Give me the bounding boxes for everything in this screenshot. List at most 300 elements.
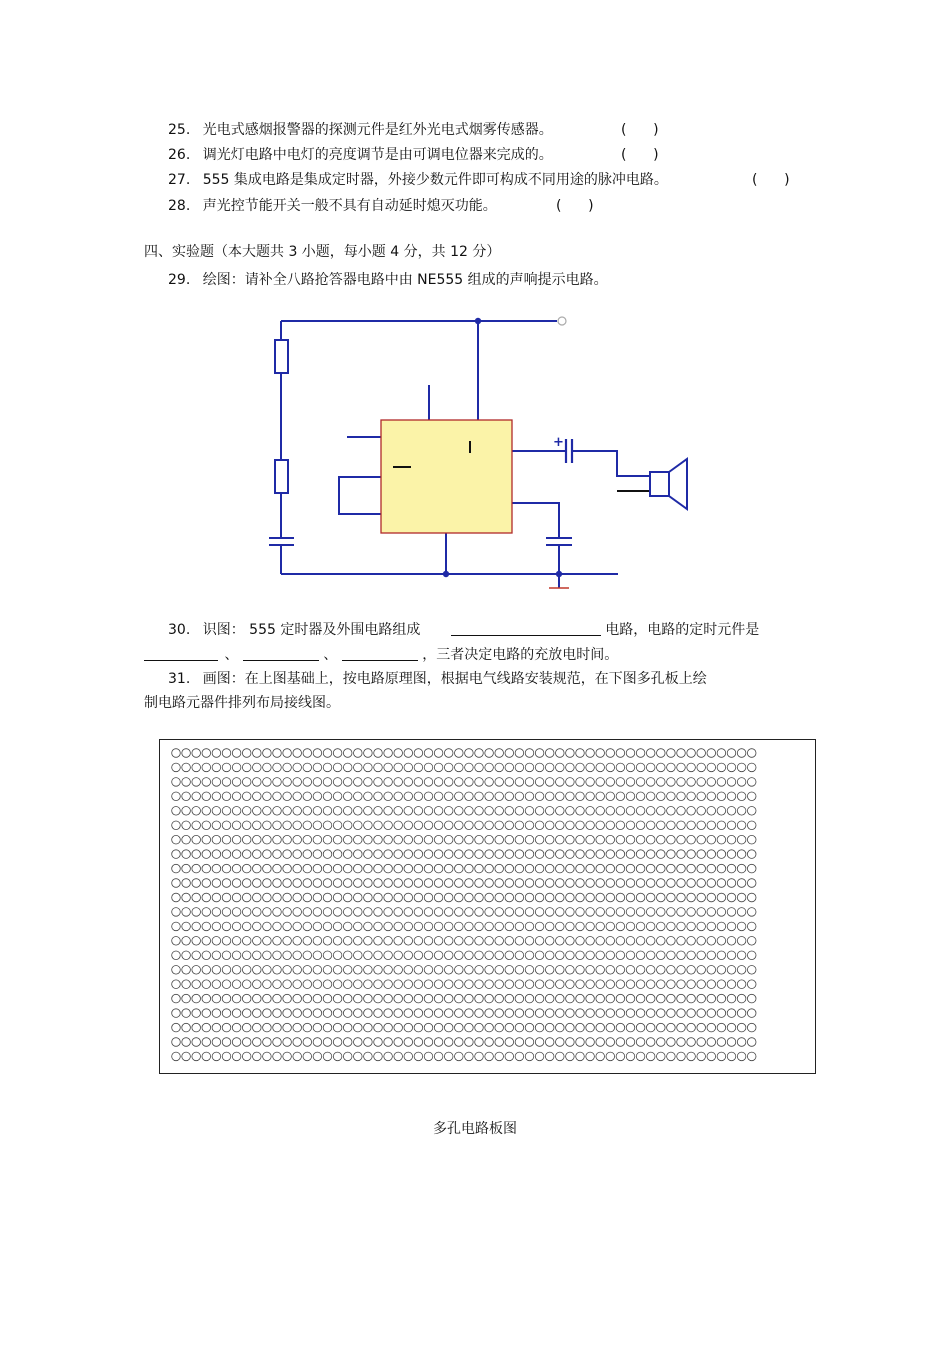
- perfboard-hole: [283, 922, 292, 931]
- perfboard-hole: [525, 807, 534, 816]
- perfboard-hole: [343, 893, 352, 902]
- perfboard-hole: [626, 864, 635, 873]
- perfboard-hole: [444, 879, 453, 888]
- perfboard-hole: [182, 966, 191, 975]
- perfboard-hole: [242, 1009, 251, 1018]
- perfboard-hole: [242, 1038, 251, 1047]
- perfboard-hole: [747, 749, 756, 758]
- perfboard-hole: [384, 807, 393, 816]
- perfboard-hole: [323, 763, 332, 772]
- perfboard-hole: [606, 1023, 615, 1032]
- perfboard-hole: [657, 879, 666, 888]
- perfboard-hole: [727, 835, 736, 844]
- perfboard-hole: [556, 893, 565, 902]
- perfboard-hole: [333, 864, 342, 873]
- perfboard-hole: [747, 908, 756, 917]
- perfboard-hole: [515, 792, 524, 801]
- perfboard-hole: [424, 893, 433, 902]
- perfboard-hole: [667, 763, 676, 772]
- perfboard-hole: [384, 792, 393, 801]
- perfboard-hole: [192, 951, 201, 960]
- perfboard-hole: [576, 908, 585, 917]
- perfboard-hole: [747, 1023, 756, 1032]
- perfboard-hole: [576, 1052, 585, 1061]
- control-wire: [512, 503, 559, 538]
- perfboard-hole: [283, 1038, 292, 1047]
- perfboard-hole: [404, 1038, 413, 1047]
- perfboard-hole: [465, 922, 474, 931]
- perfboard-hole: [273, 850, 282, 859]
- perfboard-hole: [646, 835, 655, 844]
- perfboard-hole: [172, 778, 181, 787]
- perfboard-hole: [747, 893, 756, 902]
- perfboard-hole: [333, 922, 342, 931]
- perfboard-hole: [707, 778, 716, 787]
- perfboard-hole: [202, 850, 211, 859]
- perfboard-hole: [434, 807, 443, 816]
- perfboard-hole: [343, 879, 352, 888]
- perfboard-hole: [192, 1009, 201, 1018]
- perfboard-hole: [475, 749, 484, 758]
- perfboard-hole: [495, 1052, 504, 1061]
- perfboard-hole: [222, 1023, 231, 1032]
- perfboard-hole: [747, 835, 756, 844]
- perfboard-hole: [677, 763, 686, 772]
- perfboard-hole: [535, 763, 544, 772]
- perfboard-hole: [212, 792, 221, 801]
- perfboard-hole: [525, 1009, 534, 1018]
- perfboard-hole: [232, 792, 241, 801]
- perfboard-hole: [606, 792, 615, 801]
- perfboard-hole: [556, 864, 565, 873]
- answer-blank[interactable]: [243, 646, 319, 661]
- perfboard-hole: [273, 951, 282, 960]
- perfboard-hole: [596, 1009, 605, 1018]
- perfboard-hole: [677, 1038, 686, 1047]
- perfboard-hole: [232, 749, 241, 758]
- perfboard-hole: [465, 908, 474, 917]
- perfboard-hole: [242, 879, 251, 888]
- perfboard-hole: [566, 879, 575, 888]
- perfboard-hole: [222, 821, 231, 830]
- perfboard-hole: [273, 1038, 282, 1047]
- perfboard-hole: [323, 778, 332, 787]
- perfboard-hole: [475, 792, 484, 801]
- perfboard-hole: [717, 908, 726, 917]
- perfboard-hole: [444, 922, 453, 931]
- perfboard-hole: [323, 980, 332, 989]
- perfboard-hole: [333, 893, 342, 902]
- perfboard-hole: [657, 821, 666, 830]
- perfboard-hole: [364, 994, 373, 1003]
- perfboard-hole: [283, 835, 292, 844]
- perfboard-hole: [394, 807, 403, 816]
- perfboard-hole: [687, 749, 696, 758]
- perfboard-hole: [475, 835, 484, 844]
- perfboard-hole: [707, 807, 716, 816]
- perfboard-hole: [747, 778, 756, 787]
- perfboard-hole: [687, 850, 696, 859]
- perfboard-hole: [646, 966, 655, 975]
- perfboard-hole: [232, 937, 241, 946]
- perfboard-hole: [667, 937, 676, 946]
- perfboard-hole: [313, 807, 322, 816]
- perfboard-hole: [505, 749, 514, 758]
- perfboard-hole: [192, 1023, 201, 1032]
- perfboard-hole: [687, 1009, 696, 1018]
- perfboard-hole: [202, 908, 211, 917]
- perfboard-hole: [232, 807, 241, 816]
- perfboard-hole: [232, 850, 241, 859]
- perfboard-hole: [364, 951, 373, 960]
- perfboard-hole: [495, 966, 504, 975]
- perfboard-hole: [707, 792, 716, 801]
- perfboard-hole: [596, 966, 605, 975]
- perfboard-hole: [333, 908, 342, 917]
- perfboard-hole: [253, 763, 262, 772]
- answer-blank[interactable]: [451, 621, 601, 636]
- perfboard-hole: [333, 1009, 342, 1018]
- perfboard-hole: [242, 821, 251, 830]
- perfboard-hole: [424, 966, 433, 975]
- question-text: 识图： 555 定时器及外围电路组成: [202, 622, 421, 638]
- perfboard-hole: [192, 850, 201, 859]
- perfboard-hole: [626, 821, 635, 830]
- perfboard-hole: [343, 792, 352, 801]
- perfboard-hole: [434, 951, 443, 960]
- perfboard-hole: [283, 763, 292, 772]
- perfboard-hole: [404, 763, 413, 772]
- perfboard-hole: [677, 1023, 686, 1032]
- perfboard-hole: [444, 994, 453, 1003]
- perfboard-hole: [232, 835, 241, 844]
- perfboard-hole: [444, 821, 453, 830]
- question-number: 28.: [168, 198, 191, 214]
- perfboard-hole: [667, 792, 676, 801]
- perfboard-hole: [505, 1038, 514, 1047]
- perfboard-hole: [394, 792, 403, 801]
- perfboard-hole: [313, 1009, 322, 1018]
- perfboard-hole: [434, 763, 443, 772]
- perfboard-hole: [323, 937, 332, 946]
- perfboard-hole: [606, 749, 615, 758]
- perfboard-hole: [414, 1052, 423, 1061]
- perfboard-hole: [586, 821, 595, 830]
- perfboard-hole: [384, 1009, 393, 1018]
- perfboard-hole: [303, 994, 312, 1003]
- perfboard-hole: [697, 1052, 706, 1061]
- perfboard-hole: [444, 937, 453, 946]
- perfboard-hole: [414, 864, 423, 873]
- perfboard-hole: [414, 908, 423, 917]
- perfboard-hole: [354, 1023, 363, 1032]
- perfboard-hole: [273, 821, 282, 830]
- perfboard-hole: [495, 937, 504, 946]
- perfboard-hole: [273, 966, 282, 975]
- perfboard-hole: [495, 850, 504, 859]
- perfboard-hole: [242, 763, 251, 772]
- perfboard-hole: [475, 850, 484, 859]
- perfboard-hole: [505, 980, 514, 989]
- perfboard-hole: [667, 1009, 676, 1018]
- perfboard-hole: [475, 879, 484, 888]
- perfboard-hole: [505, 835, 514, 844]
- perfboard-hole: [263, 922, 272, 931]
- perfboard-hole: [636, 792, 645, 801]
- perfboard-hole: [404, 951, 413, 960]
- perfboard-hole: [505, 937, 514, 946]
- perfboard-hole: [222, 951, 231, 960]
- perfboard-hole: [556, 821, 565, 830]
- perfboard-hole: [616, 1023, 625, 1032]
- perfboard-hole: [303, 1023, 312, 1032]
- perfboard-hole: [667, 908, 676, 917]
- perfboard-hole: [374, 893, 383, 902]
- perfboard-hole: [384, 835, 393, 844]
- perfboard-hole: [535, 821, 544, 830]
- perfboard-hole: [333, 879, 342, 888]
- perfboard-hole: [293, 879, 302, 888]
- perfboard-hole: [545, 994, 554, 1003]
- perfboard-hole: [354, 951, 363, 960]
- perfboard-hole: [242, 850, 251, 859]
- perfboard-hole: [616, 922, 625, 931]
- perfboard-hole: [323, 850, 332, 859]
- perfboard-hole: [636, 778, 645, 787]
- perfboard-hole: [384, 922, 393, 931]
- perfboard-hole: [455, 1009, 464, 1018]
- perfboard-hole: [707, 763, 716, 772]
- perfboard-hole: [182, 1052, 191, 1061]
- perfboard-hole: [384, 966, 393, 975]
- perfboard-hole: [323, 821, 332, 830]
- perfboard-hole: [596, 778, 605, 787]
- perfboard-hole: [242, 1023, 251, 1032]
- perfboard-hole: [525, 879, 534, 888]
- perfboard-hole: [202, 1038, 211, 1047]
- perfboard-hole: [495, 1038, 504, 1047]
- perfboard-hole: [535, 1023, 544, 1032]
- perfboard-hole: [313, 749, 322, 758]
- perfboard-hole: [616, 763, 625, 772]
- perfboard-hole: [727, 1023, 736, 1032]
- perfboard-hole: [535, 966, 544, 975]
- perfboard-hole: [515, 1038, 524, 1047]
- perfboard-hole: [333, 980, 342, 989]
- perfboard-hole: [414, 879, 423, 888]
- perfboard-hole: [707, 1009, 716, 1018]
- perfboard-hole: [333, 821, 342, 830]
- perfboard-hole: [636, 850, 645, 859]
- perfboard-hole: [192, 879, 201, 888]
- perfboard-hole: [677, 879, 686, 888]
- perfboard-hole: [303, 1009, 312, 1018]
- perfboard-hole: [313, 835, 322, 844]
- perfboard-hole: [737, 763, 746, 772]
- perfboard-hole: [566, 966, 575, 975]
- perfboard-hole: [687, 908, 696, 917]
- perfboard-hole: [424, 908, 433, 917]
- perfboard-hole: [737, 980, 746, 989]
- perfboard-hole: [727, 864, 736, 873]
- perfboard-hole: [394, 821, 403, 830]
- perfboard-hole: [485, 922, 494, 931]
- perfboard-hole: [606, 922, 615, 931]
- perfboard-hole: [273, 864, 282, 873]
- perfboard-hole: [535, 749, 544, 758]
- perfboard-hole: [253, 937, 262, 946]
- section-heading: 四、实验题（本大题共 3 小题，每小题 4 分，共 12 分）: [144, 244, 501, 260]
- perfboard-hole: [687, 937, 696, 946]
- perfboard-hole: [253, 951, 262, 960]
- perfboard-hole: [727, 908, 736, 917]
- perfboard-hole: [202, 966, 211, 975]
- perfboard-hole: [747, 864, 756, 873]
- perfboard-hole: [495, 994, 504, 1003]
- perfboard-hole: [576, 951, 585, 960]
- answer-blank[interactable]: [342, 646, 418, 661]
- perfboard-hole: [333, 1023, 342, 1032]
- perfboard-hole: [444, 951, 453, 960]
- perfboard-hole: [646, 908, 655, 917]
- perfboard-hole: [283, 807, 292, 816]
- perfboard-hole: [596, 792, 605, 801]
- perfboard-hole: [545, 980, 554, 989]
- perfboard-hole: [646, 850, 655, 859]
- perfboard-hole: [354, 1009, 363, 1018]
- perfboard-hole: [485, 778, 494, 787]
- perfboard-hole: [263, 792, 272, 801]
- perfboard-hole: [475, 1038, 484, 1047]
- perfboard-hole: [545, 893, 554, 902]
- perfboard-hole: [444, 807, 453, 816]
- perfboard-hole: [232, 893, 241, 902]
- perfboard-hole: [495, 864, 504, 873]
- perfboard-hole: [737, 807, 746, 816]
- perfboard-hole: [515, 763, 524, 772]
- perfboard-hole: [475, 937, 484, 946]
- perfboard-hole: [707, 980, 716, 989]
- perfboard-hole: [253, 966, 262, 975]
- perfboard-hole: [515, 821, 524, 830]
- perfboard-hole: [576, 850, 585, 859]
- answer-blank[interactable]: [144, 646, 218, 661]
- perfboard-hole: [747, 951, 756, 960]
- perfboard-hole: [384, 821, 393, 830]
- perfboard-hole: [263, 893, 272, 902]
- perfboard-hole: [182, 850, 191, 859]
- perfboard-hole: [192, 994, 201, 1003]
- perfboard-hole: [313, 1052, 322, 1061]
- perfboard-hole: [485, 835, 494, 844]
- perfboard-hole: [455, 821, 464, 830]
- perfboard-hole: [263, 778, 272, 787]
- perfboard-hole: [465, 1023, 474, 1032]
- perfboard-hole: [354, 1038, 363, 1047]
- perfboard-hole: [323, 908, 332, 917]
- perfboard-hole: [747, 1052, 756, 1061]
- perfboard-hole: [596, 807, 605, 816]
- perfboard-hole: [667, 966, 676, 975]
- perfboard-hole: [485, 763, 494, 772]
- perfboard-hole: [434, 821, 443, 830]
- perfboard-hole: [293, 966, 302, 975]
- perfboard-hole: [283, 792, 292, 801]
- perfboard-hole: [626, 1038, 635, 1047]
- perfboard-hole: [455, 879, 464, 888]
- perfboard-hole: [394, 937, 403, 946]
- perfboard-hole: [566, 864, 575, 873]
- perfboard-hole: [192, 807, 201, 816]
- perfboard-hole: [707, 1023, 716, 1032]
- perfboard-hole: [566, 893, 575, 902]
- perfboard-hole: [222, 879, 231, 888]
- perfboard-hole: [727, 1052, 736, 1061]
- perfboard-hole: [455, 1038, 464, 1047]
- perfboard-hole: [333, 807, 342, 816]
- perfboard-hole: [586, 1009, 595, 1018]
- perfboard-hole: [707, 1038, 716, 1047]
- perfboard-hole: [586, 864, 595, 873]
- perfboard-hole: [384, 763, 393, 772]
- perfboard-hole: [444, 749, 453, 758]
- perfboard-hole: [586, 922, 595, 931]
- perfboard-hole: [646, 994, 655, 1003]
- perfboard-hole: [253, 879, 262, 888]
- perfboard-hole: [657, 835, 666, 844]
- perfboard-hole: [697, 864, 706, 873]
- perfboard-hole: [283, 908, 292, 917]
- perfboard-hole: [232, 763, 241, 772]
- perfboard-hole: [192, 821, 201, 830]
- perfboard-hole: [222, 922, 231, 931]
- perfboard-hole: [657, 1038, 666, 1047]
- perfboard-hole: [707, 893, 716, 902]
- perfboard-hole: [636, 1052, 645, 1061]
- perfboard-hole: [242, 749, 251, 758]
- perfboard-hole: [525, 749, 534, 758]
- perfboard-hole: [737, 1052, 746, 1061]
- perfboard-hole: [182, 778, 191, 787]
- perfboard-hole: [495, 792, 504, 801]
- perfboard-hole: [717, 1009, 726, 1018]
- perfboard-hole: [182, 937, 191, 946]
- perfboard-hole: [424, 749, 433, 758]
- perfboard-hole: [303, 879, 312, 888]
- perfboard-hole: [636, 749, 645, 758]
- perfboard-hole: [525, 835, 534, 844]
- perfboard-hole: [263, 864, 272, 873]
- perfboard-hole: [222, 1009, 231, 1018]
- perfboard-hole: [535, 1009, 544, 1018]
- perfboard-hole: [414, 966, 423, 975]
- perfboard-hole: [727, 879, 736, 888]
- perfboard-hole: [384, 980, 393, 989]
- perfboard-hole: [394, 951, 403, 960]
- perfboard-hole: [364, 937, 373, 946]
- perfboard-hole: [556, 1038, 565, 1047]
- perfboard-hole: [626, 749, 635, 758]
- perfboard-hole: [515, 879, 524, 888]
- perfboard-hole: [596, 850, 605, 859]
- perfboard-hole: [404, 835, 413, 844]
- perfboard-hole: [354, 966, 363, 975]
- perfboard-hole: [566, 937, 575, 946]
- perfboard-hole: [485, 994, 494, 1003]
- perfboard-hole: [667, 879, 676, 888]
- perfboard-hole: [616, 966, 625, 975]
- perfboard-hole: [394, 778, 403, 787]
